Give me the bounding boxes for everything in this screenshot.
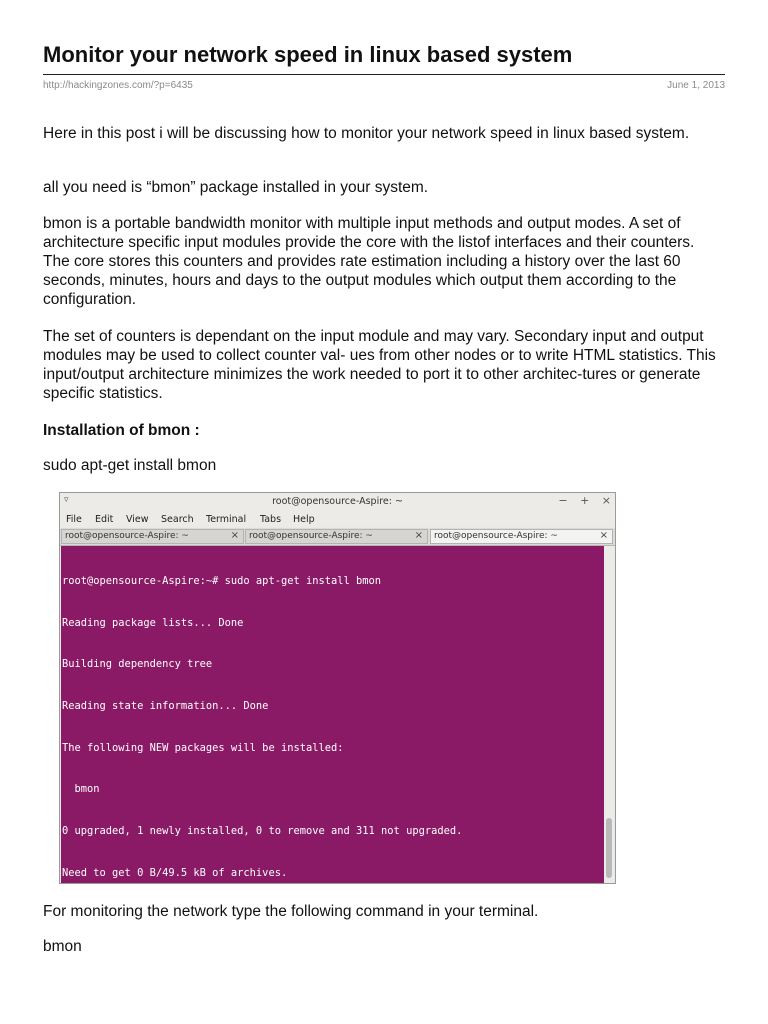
terminal-line: Need to get 0 B/49.5 kB of archives.	[62, 866, 288, 879]
paragraph-requirement: all you need is “bmon” package installed in your system.	[43, 179, 429, 196]
terminal-line: 0 upgraded, 1 newly installed, 0 to remove and 311 not upgraded.	[62, 825, 463, 838]
publish-date: June 1, 2013	[667, 80, 725, 91]
terminal-tab-1[interactable]	[61, 529, 244, 544]
terminal-titlebar	[60, 493, 615, 511]
install-command: sudo apt-get install bmon	[43, 457, 217, 474]
tab-label: root@opensource-Aspire: ~	[434, 531, 558, 541]
tab-label: root@opensource-Aspire: ~	[249, 531, 373, 541]
menu-edit[interactable]: Edit	[95, 514, 114, 525]
terminal-output[interactable]	[61, 546, 604, 883]
terminal-line: Reading package lists... Done	[62, 616, 244, 629]
minimize-icon[interactable]: −	[558, 494, 568, 507]
title-divider	[43, 74, 725, 75]
paragraph-description: bmon is a portable bandwidth monitor with multiple input methods and output modes. A set of architecture specific input modules provide the core with the listof interfaces and their counters. The core stores this counters and provides rate estimation including a history over the last 60 seconds, minutes, hours and days to the output modules which output them according to the configuration.	[43, 215, 695, 308]
window-controls	[549, 494, 611, 507]
section-heading-installation: Installation of bmon :	[43, 422, 200, 439]
source-url-link[interactable]: http://hackingzones.com/?p=6435	[43, 80, 193, 91]
tab-label: root@opensource-Aspire: ~	[65, 531, 189, 541]
paragraph-intro: Here in this post i will be discussing how to monitor your network speed in linux based system.	[43, 125, 690, 142]
tab-close-icon[interactable]: ×	[230, 530, 239, 541]
terminal-menubar	[60, 511, 615, 527]
terminal-line: Reading state information... Done	[62, 699, 269, 712]
page-title: Monitor your network speed in linux based system	[43, 42, 573, 67]
close-icon[interactable]: ×	[601, 494, 611, 507]
terminal-scrollbar[interactable]	[604, 546, 614, 883]
scrollbar-thumb[interactable]	[606, 818, 612, 878]
terminal-line: Building dependency tree	[62, 658, 213, 671]
terminal-line: The following NEW packages will be installed:	[62, 741, 344, 754]
terminal-line: root@opensource-Aspire:~# sudo apt-get install bmon	[62, 574, 382, 587]
terminal-screenshot	[59, 492, 616, 884]
menu-tabs[interactable]: Tabs	[260, 514, 282, 525]
monitor-command: bmon	[43, 938, 82, 955]
terminal-tab-2[interactable]	[245, 529, 428, 544]
paragraph-monitoring: For monitoring the network type the following command in your terminal.	[43, 903, 539, 920]
terminal-tab-3-active[interactable]	[430, 529, 613, 544]
menu-terminal[interactable]: Terminal	[206, 514, 247, 525]
terminal-tabbar	[60, 528, 615, 546]
terminal-line: bmon	[62, 783, 100, 796]
menu-search[interactable]: Search	[161, 514, 194, 525]
terminal-lines	[62, 547, 512, 883]
window-menu-icon[interactable]: ▿	[64, 495, 69, 505]
tab-close-icon[interactable]: ×	[599, 530, 608, 541]
terminal-window-title: root@opensource-Aspire: ~	[272, 496, 403, 507]
menu-view[interactable]: View	[126, 514, 149, 525]
tab-close-icon[interactable]: ×	[414, 530, 423, 541]
maximize-icon[interactable]: +	[580, 494, 590, 507]
paragraph-counters: The set of counters is dependant on the input module and may vary. Secondary input and output modules may be used to collect counter val- ues from other nodes or to write HTML statistics. This input/output architecture minimizes the work needed to port it to other architec-tures or generate specific statistics.	[43, 328, 716, 402]
menu-file[interactable]: File	[66, 514, 82, 525]
menu-help[interactable]: Help	[293, 514, 315, 525]
